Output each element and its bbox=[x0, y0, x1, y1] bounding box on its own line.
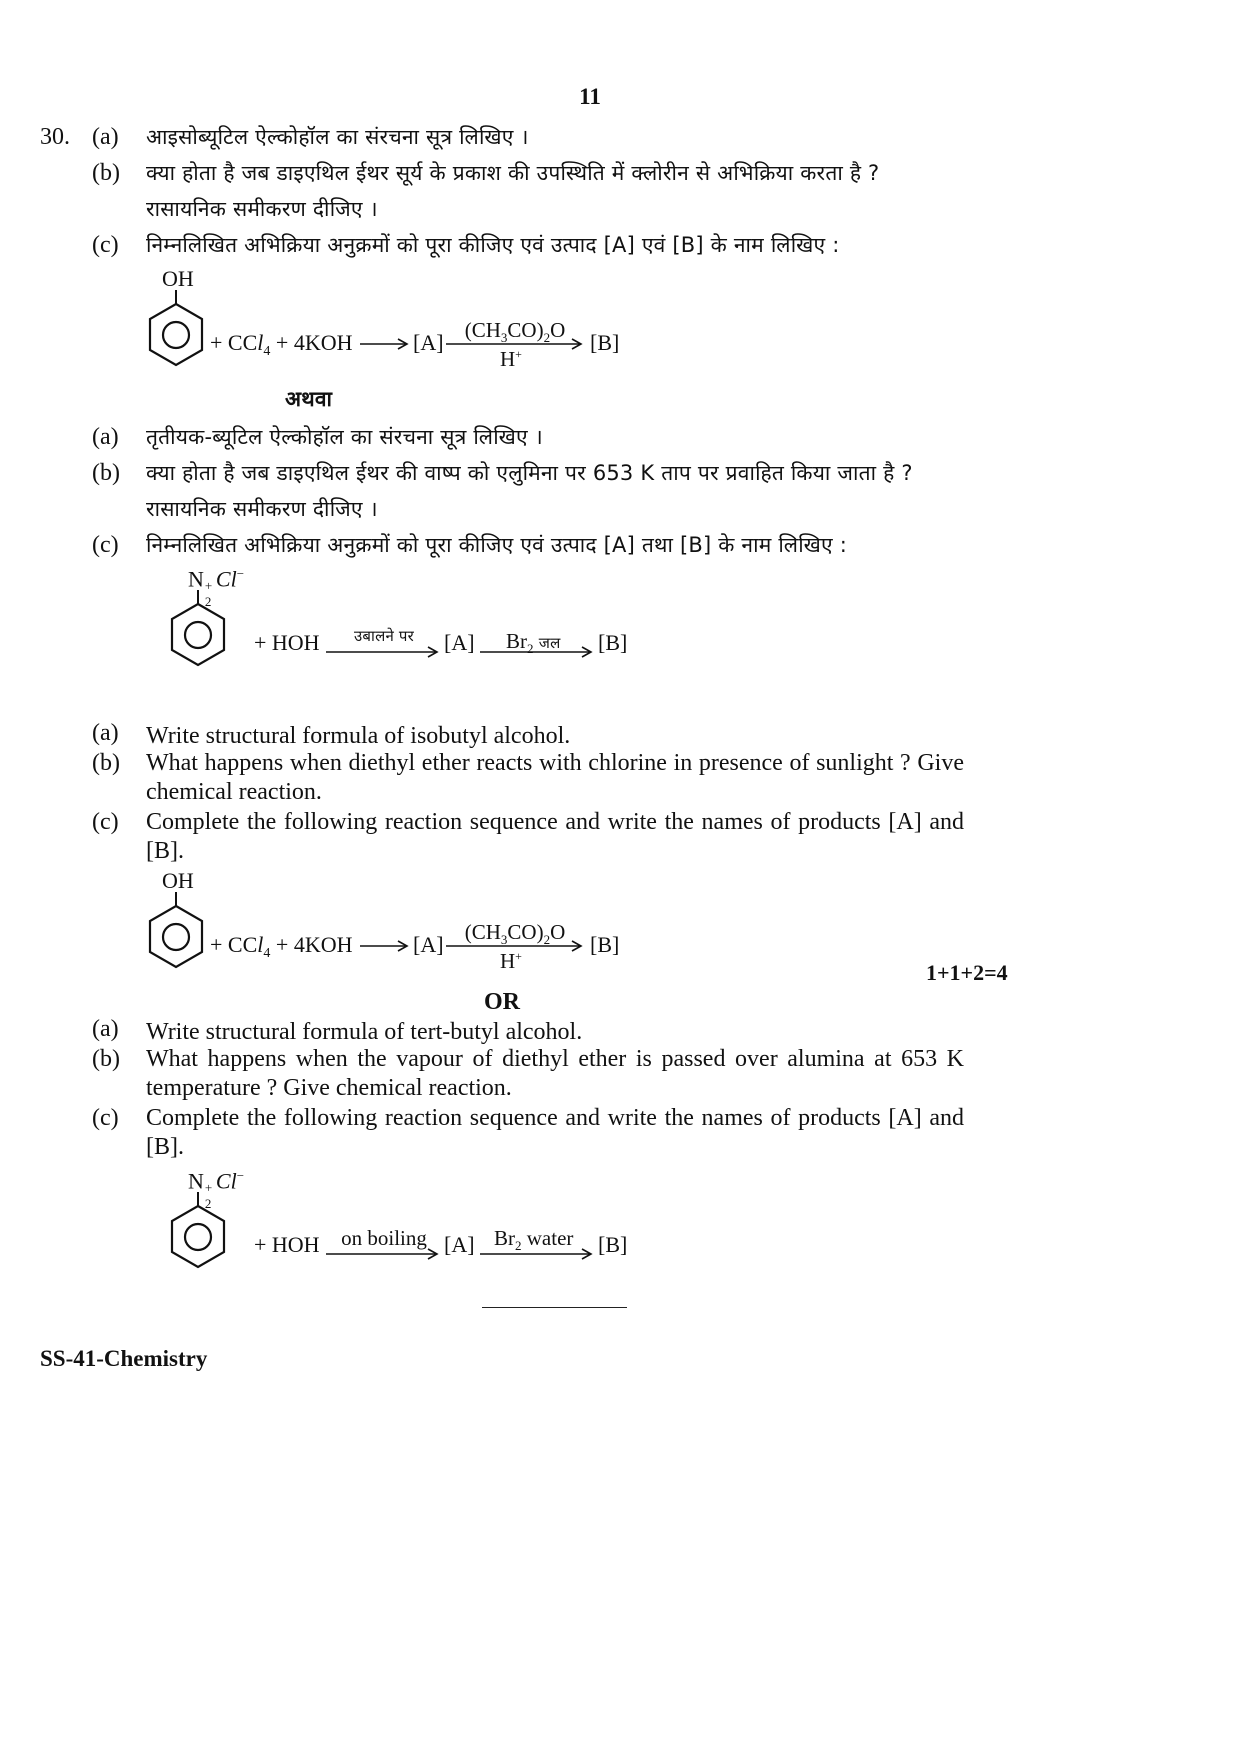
diazonium-label: N + 2 Cl− bbox=[188, 566, 245, 610]
hindi-alt-question-b-line1: क्या होता है जब डाइएथिल ईथर की वाष्प को एलुमिना पर 653 K ताप पर प्रवाहित किया जाता है ? bbox=[146, 461, 913, 485]
label-b: (b) bbox=[92, 750, 120, 776]
english-alt-question-c: Complete the following reaction sequence and write the names of products [A] and [B]. bbox=[146, 1105, 964, 1160]
reaction2-product-a: [A] bbox=[444, 630, 475, 655]
hindi-question-b-line2: रासायनिक समीकरण दीजिए । bbox=[146, 197, 378, 221]
reaction1-reagents: + CCl$_4$ + 4KOH bbox=[210, 330, 353, 359]
hindi-question-b-line1: क्या होता है जब डाइएथिल ईथर सूर्य के प्रकाश की उपस्थिति में क्लोरीन से अभिक्रिया करता है ? bbox=[146, 161, 880, 185]
reaction1-product-a: [A] bbox=[413, 330, 444, 355]
benzene-ring-icon bbox=[144, 290, 208, 380]
hindi-question-a: आइसोब्यूटिल ऐल्कोहॉल का संरचना सूत्र लिखिए । bbox=[146, 125, 529, 149]
reaction2-arrow-reagent: $Br_2$ जल bbox=[506, 629, 561, 657]
english-question-a: Write structural formula of isobutyl alcohol. bbox=[146, 723, 571, 749]
english-question-c: Complete the following reaction sequence and write the names of products [A] and [B]. bbox=[146, 809, 964, 864]
label-b: (b) bbox=[92, 160, 120, 186]
end-rule bbox=[482, 1307, 627, 1308]
reaction-arrow-icon bbox=[480, 644, 596, 664]
reaction-arrow-icon bbox=[480, 1246, 596, 1266]
label-c: (c) bbox=[92, 809, 119, 835]
label-c: (c) bbox=[92, 1105, 119, 1131]
label-a: (a) bbox=[92, 720, 119, 746]
label-a: (a) bbox=[92, 1016, 119, 1042]
english-or-heading: OR bbox=[484, 989, 520, 1015]
reaction-arrow-icon bbox=[360, 334, 412, 354]
reaction2-arrow-reagent: $Br_2$ water bbox=[494, 1226, 574, 1254]
reaction1-reagents: + CCl$_4$ + 4KOH bbox=[210, 932, 353, 961]
benzene-ring-icon bbox=[144, 892, 208, 982]
question-number: 30. bbox=[40, 124, 70, 150]
english-alt-question-a: Write structural formula of tert-butyl alcohol. bbox=[146, 1019, 583, 1045]
reaction1-arrow-reagent: $(CH_3CO)_2O$ bbox=[464, 920, 566, 948]
reaction1-arrow-catalyst: H+ bbox=[500, 347, 522, 371]
reaction2-product-b: [B] bbox=[598, 1232, 628, 1257]
reaction1-product-b: [B] bbox=[590, 330, 620, 355]
hindi-alt-question-c: निम्नलिखित अभिक्रिया अनुक्रमों को पूरा कीजिए एवं उत्पाद [A] तथा [B] के नाम लिखिए : bbox=[146, 533, 848, 557]
page-number: 11 bbox=[579, 84, 601, 109]
english-alt-question-b: What happens when the vapour of diethyl ether is passed over alumina at 653 K temperature ? Give chemical reaction. bbox=[146, 1046, 964, 1101]
label-a: (a) bbox=[92, 124, 119, 150]
footer-paper-code: SS-41-Chemistry bbox=[40, 1346, 208, 1371]
benzene-ring-icon bbox=[166, 1192, 230, 1282]
reaction2-arrow-condition: on boiling bbox=[341, 1226, 427, 1250]
english-question-b: What happens when diethyl ether reacts with chlorine in presence of sunlight ? Give chemical reaction. bbox=[146, 750, 964, 805]
reaction-arrow-icon bbox=[326, 644, 442, 664]
label-b: (b) bbox=[92, 1046, 120, 1072]
reaction2-reagent: + HOH bbox=[254, 630, 320, 655]
hindi-or-heading: अथवा bbox=[285, 387, 333, 411]
phenol-oh-label: OH bbox=[162, 266, 194, 291]
label-c: (c) bbox=[92, 532, 119, 558]
diazonium-label: N + 2 Cl− bbox=[188, 1168, 245, 1212]
label-b: (b) bbox=[92, 460, 120, 486]
marks-allocation: 1+1+2=4 bbox=[926, 960, 1008, 985]
reaction2-product-a: [A] bbox=[444, 1232, 475, 1257]
hindi-alt-question-b-line2: रासायनिक समीकरण दीजिए । bbox=[146, 497, 378, 521]
reaction1-arrow-reagent: $(CH_3CO)_2O$ bbox=[464, 318, 566, 346]
reaction2-reagent: + HOH bbox=[254, 1232, 320, 1257]
reaction1-product-b: [B] bbox=[590, 932, 620, 957]
reaction2-product-b: [B] bbox=[598, 630, 628, 655]
phenol-oh-label: OH bbox=[162, 868, 194, 893]
reaction-arrow-icon bbox=[326, 1246, 442, 1266]
reaction-arrow-icon bbox=[360, 936, 412, 956]
benzene-ring-icon bbox=[166, 590, 230, 680]
hindi-alt-question-a: तृतीयक-ब्यूटिल ऐल्कोहॉल का संरचना सूत्र लिखिए । bbox=[146, 425, 543, 449]
label-c: (c) bbox=[92, 232, 119, 258]
reaction2-arrow-condition: उबालने पर bbox=[354, 627, 414, 645]
reaction1-product-a: [A] bbox=[413, 932, 444, 957]
reaction1-arrow-catalyst: H+ bbox=[500, 949, 522, 973]
hindi-question-c: निम्नलिखित अभिक्रिया अनुक्रमों को पूरा कीजिए एवं उत्पाद [A] एवं [B] के नाम लिखिए : bbox=[146, 233, 840, 257]
label-a: (a) bbox=[92, 424, 119, 450]
